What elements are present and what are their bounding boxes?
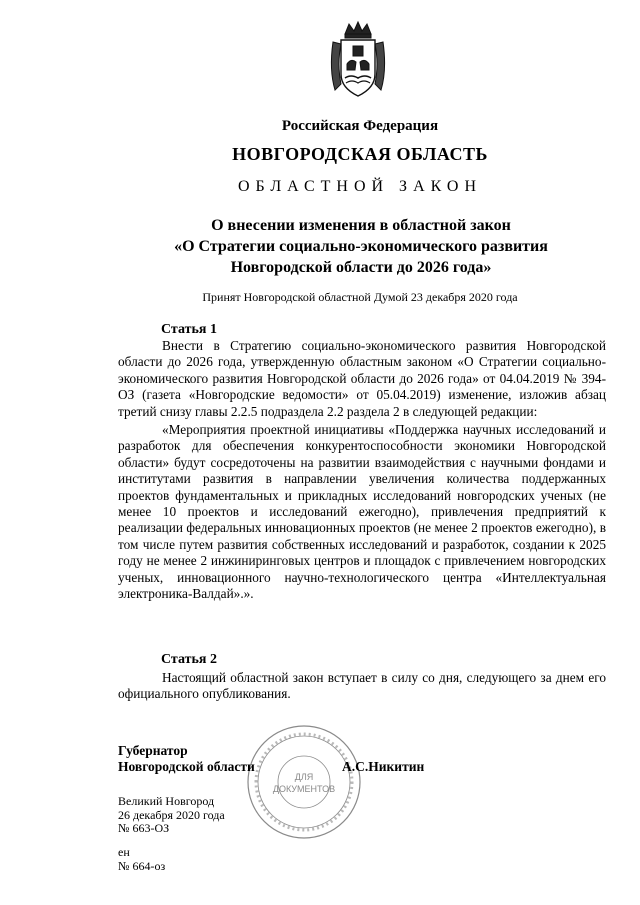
article-2-body (118, 670, 606, 703)
article-1-body (118, 338, 606, 603)
article-2-heading: Статья 2 (161, 652, 217, 667)
seal-text-line-2: ДОКУМЕНТОВ (272, 784, 336, 794)
article-2-paragraph: Настоящий областной закон вступает в силу со дня, следующего за днем его официального опубликования. (118, 670, 606, 702)
governor-title (118, 743, 255, 775)
article-1-paragraph-2: «Мероприятия проектной инициативы «Поддержка научных исследований и разработок для обеспечения конкурентоспособности экономики Новгородской области» будут сосредоточены на развитии взаимодействия с научными фондами и институтами развития в направлении увеличения количества поддержанных проектов фундаментальных и прикладных исследований новгородских ученых (не менее 10 проектов и исследований ежегодно), привлечения предприятий к реализации федеральных инновационных проектов (не менее 2 проектов ежегодно), в том числе путем развития собственных исследований и разработок, создании к 2025 году не менее 2 инжиниринговых центров и площадок с привлечением новгородских ученых, инновационного научно-технологического центра «Интеллектуальная электроника-Валдай».». (118, 422, 606, 602)
registry-note (118, 846, 165, 873)
region-name: НОВГОРОДСКАЯ ОБЛАСТЬ (232, 144, 488, 164)
law-title-line: Новгородской области до 2026 года» (230, 259, 492, 276)
law-title (118, 215, 604, 278)
governor-name: А.С.Никитин (342, 759, 425, 774)
seal-text-line-1: ДЛЯ (294, 772, 314, 782)
signing-city: Великий Новгород (118, 794, 215, 808)
law-title-line: «О Стратегии социально-экономического развития (174, 238, 548, 255)
signing-date: 26 декабря 2020 года (118, 807, 225, 822)
article-1-paragraph-1: Внести в Стратегию социально-экономического развития Новгородской области до 2026 года, утвержденную областным законом «О Стратегии социально-экономического развития Новгородской области до 2026 года» от 04.04.2019 № 394-ОЗ (газета «Новгородские ведомости» от 05.04.2019) изменение, изложив абзац третий снизу главы 2.2.5 подраздела 2.2 раздела 2 в следующей редакции: (118, 338, 606, 419)
governor-title-line-2: Новгородской области (118, 759, 255, 774)
country-name: Российская Федерация (281, 118, 439, 134)
adoption-note: Принят Новгородской областной Думой 23 декабря 2020 года (202, 290, 518, 304)
registry-code: ен (118, 845, 130, 859)
governor-title-line-1: Губернатор (118, 743, 188, 758)
law-number: № 663-ОЗ (118, 821, 170, 835)
registry-number: № 664-оз (118, 858, 166, 873)
coat-of-arms-emblem (327, 20, 389, 100)
official-seal-stamp (244, 722, 364, 842)
law-type: ОБЛАСТНОЙ ЗАКОН (237, 178, 482, 195)
signing-details (118, 795, 225, 836)
article-1-heading: Статья 1 (161, 322, 217, 337)
law-title-line: О внесении изменения в областной закон (211, 217, 511, 234)
